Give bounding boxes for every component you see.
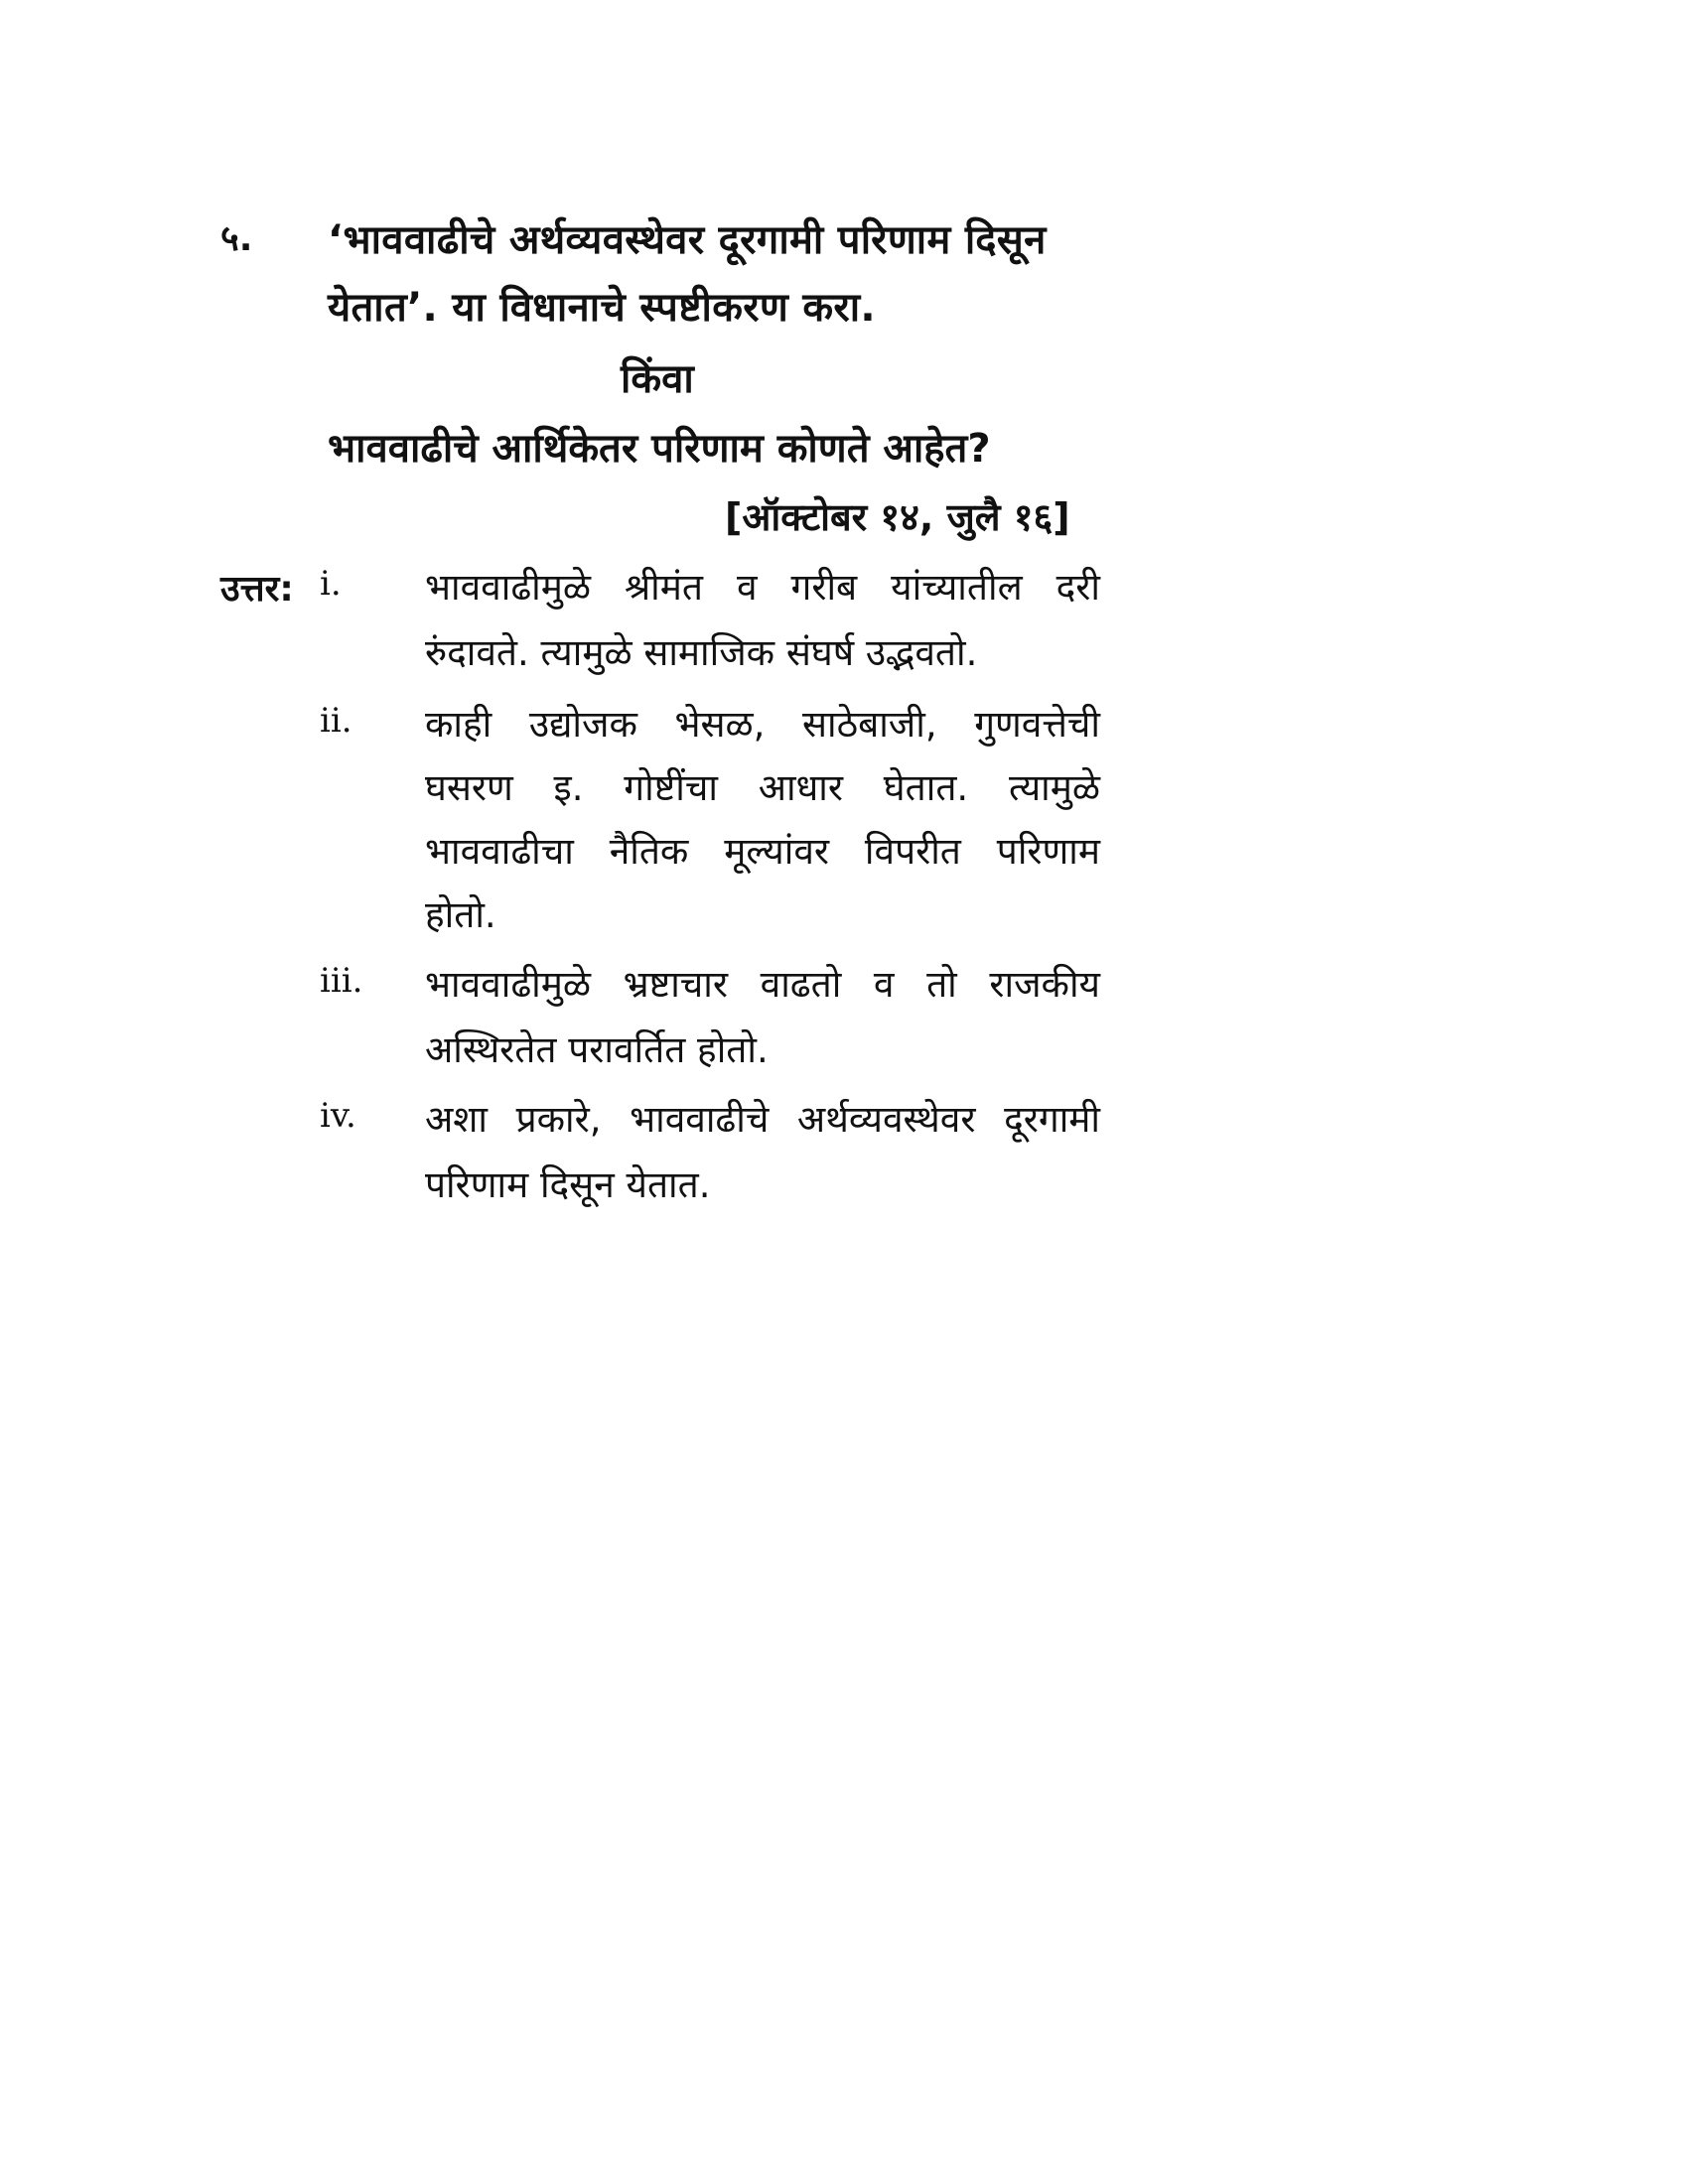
point-ii-line-2: घसरण इ. गोष्टींचा आधार घेतात. त्यामुळे [425, 766, 1100, 809]
point-numeral-i: i. [320, 564, 342, 604]
point-numeral-iii: iii. [320, 961, 363, 1001]
point-iv-line-1: अशा प्रकारे, भाववाढीचे अर्थव्यवस्थेवर दूरगामी [425, 1098, 1100, 1141]
question-line-2: येतात’. या विधानाचे स्पष्टीकरण करा. [328, 285, 876, 331]
point-i-line-1: भाववाढीमुळे श्रीमंत व गरीब यांच्यातील दरी [425, 566, 1100, 609]
alternate-question: भाववाढीचे आर्थिकेतर परिणाम कोणते आहेत? [328, 426, 991, 472]
point-iv-line-2: परिणाम दिसून येतात. [425, 1163, 711, 1206]
question-line-1: ‘भाववाढीचे अर्थव्यवस्थेवर दूरगामी परिणाम दिसून [328, 217, 1047, 263]
point-iii-line-1: भाववाढीमुळे भ्रष्टाचार वाढतो व तो राजकीय [425, 963, 1100, 1006]
point-ii-line-1: काही उद्योजक भेसळ, साठेबाजी, गुणवत्तेची [425, 703, 1100, 746]
question-number: ५. [220, 218, 253, 259]
point-iii-line-2: अस्थिरतेत परावर्तित होतो. [425, 1028, 769, 1071]
exam-reference: [ऑक्टोबर १४, जुलै १६] [725, 495, 1070, 539]
answer-label: उत्तर: [220, 569, 294, 610]
point-numeral-ii: ii. [320, 701, 352, 741]
or-separator: किंवा [621, 356, 694, 402]
point-ii-line-4: होतो. [425, 893, 496, 936]
point-ii-line-3: भाववाढीचा नैतिक मूल्यांवर विपरीत परिणाम [425, 830, 1100, 873]
point-numeral-iv: iv. [320, 1096, 356, 1136]
point-i-line-2: रुंदावते. त्यामुळे सामाजिक संघर्ष उद्भवतो. [425, 631, 978, 674]
